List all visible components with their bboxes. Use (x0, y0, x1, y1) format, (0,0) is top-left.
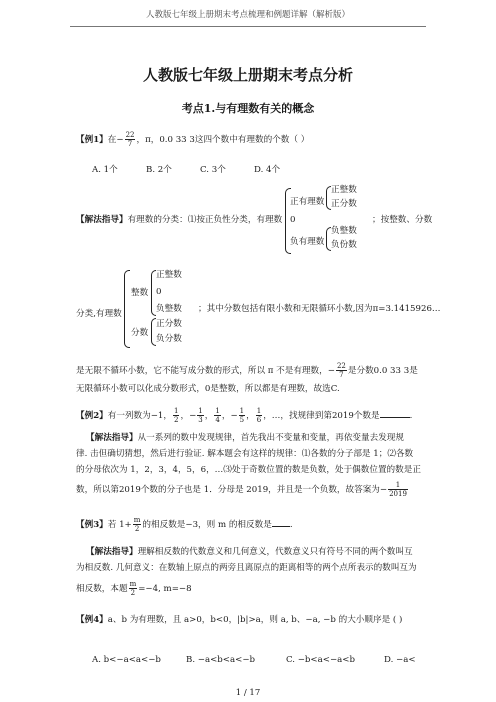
sequence-term-4 (230, 407, 246, 424)
fraction (173, 407, 179, 424)
section-heading: 考点1.与有理数有关的概念 (181, 102, 315, 115)
fraction-numerator: 22 (336, 362, 346, 370)
fraction-denominator: 2019 (389, 490, 407, 498)
guide-3-line-3 (76, 580, 192, 597)
guide-1-line-5 (76, 362, 418, 379)
tree-negative-integer: 负整数 (331, 226, 357, 236)
guide-3-line-1 (86, 546, 413, 558)
tree-negative-fraction: 负份数 (331, 240, 357, 250)
example-4-choice-c: C. −b<a<−a<b (286, 655, 355, 665)
sequence-term-3 (213, 407, 221, 424)
fraction-numerator: 1 (388, 481, 408, 490)
fraction (129, 580, 138, 597)
example-2-end: . (409, 411, 413, 421)
tree-zero: 0 (290, 215, 296, 225)
example-4-question (76, 614, 402, 626)
guide-2-label: 【解法指导】 (86, 433, 138, 443)
fraction-denominator: 7 (127, 140, 133, 148)
guide-3-label: 【解法指导】 (86, 547, 138, 557)
tree-positive-fraction: 正分数 (156, 319, 182, 329)
guide-1-text-5b: 是分数0.0 33 3是 (347, 366, 418, 376)
guide-2-text: 从一系列的数中发现规律，首先我出不变量和变量，再依变量去发现规 (137, 433, 404, 443)
example-1-pre: 在− (107, 135, 124, 145)
example-4-choice-a: A. b<−a<a<−b (92, 655, 161, 665)
fraction (197, 407, 203, 424)
guide-1-line-1 (76, 214, 282, 226)
guide-1-text-2: ；按整数、分数 (372, 215, 433, 225)
guide-2-line-4 (76, 481, 409, 498)
tree-negative-fraction: 负分数 (156, 334, 182, 344)
fraction (336, 362, 347, 379)
fraction-denominator: 2 (174, 416, 179, 424)
guide-1-text-4: ；其中分数包括有限小数和无限循环小数,因为π=3.1415926… (198, 304, 441, 314)
sequence-term-1 (172, 407, 180, 424)
tree-positive-fraction: 正分数 (331, 199, 357, 209)
example-4-choice-d: D. −a< (384, 655, 416, 665)
tree-positive-integer: 正整数 (156, 270, 182, 280)
example-3-post: 的相反数是−3，则 m 的相反数是 (142, 520, 272, 530)
tree-positive-integer: 正整数 (331, 185, 357, 195)
fraction-numerator: 1 (198, 407, 203, 415)
fraction (239, 407, 245, 424)
example-4-label: 【例4】 (76, 615, 108, 625)
guide-2-text-4: 数，所以第2019个数的分子也是 1．分母是 2019，并且是一个负数，故答案为− (76, 485, 388, 495)
term-sign: − (230, 411, 238, 421)
sequence-term-2 (189, 407, 205, 424)
fraction-denominator: 7 (339, 371, 344, 379)
example-1-post: 这四个数中有理数的个数（ ） (194, 135, 310, 145)
example-2-question: 【例2】有一列数为−1， $\frac{1}{2}$ ，− $\frac{1}{3}$ ， $\frac{1}{4}$ ，− $\frac{1}{5}$ ， $\frac{1}{6}$ ，…，找规律到第2019个数是 . (76, 407, 413, 424)
fraction-numerator: 1 (239, 407, 245, 415)
fraction-denominator: 2 (134, 525, 140, 533)
tree-negative-rational: 负有理数 (290, 237, 325, 247)
page-header: 人教版七年级上册期末考点梳理和例题详解（解析版） (145, 10, 350, 20)
guide-1-text-5a: 是无限不循环小数，它不能写成分数的形式，所以 π 不是有理数，− (76, 366, 335, 376)
tree-zero: 0 (156, 287, 162, 297)
example-1-choice-c: C. 3个 (200, 165, 226, 175)
guide-1-text-3: 分类,有理数 (76, 309, 122, 319)
example-1-choice-a: A. 1个 (92, 165, 118, 175)
example-2-tail: ，…，找规律到第2019个数是 (263, 411, 380, 421)
guide-2-line-1 (86, 432, 404, 444)
guide-3-text: 理解相反数的代数意义和几何意义，代数意义只有符号不同的两个数叫互 (137, 547, 413, 557)
guide-3-line-2: 为相反数. 几何意义：在数轴上原点的两旁且离原点的距离相等的两个点所表示的数叫互为 (76, 563, 417, 573)
guide-2-line-2: 律. 击但确切猜想，然后进行验证. 解本题会有这样的规律：⑴各数的分子部是 1；⑵各数 (76, 449, 414, 459)
fraction-numerator: 22 (125, 131, 135, 139)
fraction-denominator: 5 (239, 416, 245, 424)
sequence-term-5 (255, 407, 263, 424)
example-1-question (76, 131, 309, 148)
guide-1-line-6: 无限循环小数可以化成分数形式，0是整数，所以都是有理数，故选C. (76, 384, 340, 394)
header-rule (70, 26, 426, 27)
guide-1-text: 有理数的分类：⑴按正负性分类，有理数 (127, 215, 283, 225)
guide-3-text-3a: 相反数，本题 (76, 584, 128, 594)
fraction (388, 481, 408, 498)
fraction-denominator: 6 (256, 416, 262, 424)
fraction-numerator: 1 (256, 407, 262, 415)
tree-negative-integer: 负整数 (156, 304, 182, 314)
tree-fraction: 分数 (131, 328, 149, 338)
example-2-text: 有一列数为−1， (107, 411, 172, 421)
example-4-text: a、b 为有理数，且 a>0，b<0，|b|>a，则 a, b、−a, −b 的大小顺序是 ( ) (107, 615, 403, 625)
fraction (214, 407, 220, 424)
fraction-numerator: 1 (215, 407, 220, 415)
example-3-label: 【例3】 (76, 520, 108, 530)
fraction-numerator: 1 (174, 407, 179, 415)
page-number: 1 / 17 (235, 688, 261, 698)
example-4-choice-b: B. −a<b<a<−b (186, 655, 256, 665)
tree-integer: 整数 (131, 288, 149, 298)
guide-3-text-3b: =−4, m=−8 (138, 584, 192, 594)
example-3-pre: 若 1+ (107, 520, 132, 530)
answer-blank (272, 518, 290, 527)
fraction (256, 407, 262, 424)
example-3-question (76, 516, 293, 533)
example-1-mid: ，π，0.0 33 3 (136, 135, 195, 145)
fraction-denominator: 3 (198, 416, 203, 424)
fraction-denominator: 2 (130, 589, 136, 597)
fraction-numerator: m (133, 516, 141, 524)
document-title: 人教版七年级上册期末考点分析 (142, 66, 353, 84)
example-1-choice-d: D. 4个 (254, 165, 281, 175)
example-2-label: 【例2】 (76, 411, 108, 421)
example-1-choice-b: B. 2个 (146, 165, 172, 175)
fraction (133, 516, 142, 533)
fraction (125, 131, 136, 148)
term-sign: − (189, 411, 197, 421)
tree-positive-rational: 正有理数 (290, 197, 325, 207)
example-3-end: . (289, 520, 293, 530)
answer-blank (380, 409, 410, 418)
example-1-label: 【例1】 (76, 135, 108, 145)
guide-2-line-3: 的分母依次为 1，2，3，4，5，6，…⑶处于奇数位置的数是负数，处于偶数位置的数是正 (76, 465, 421, 475)
classification-brace (124, 270, 130, 348)
guide-1-label: 【解法指导】 (76, 215, 128, 225)
fraction-denominator: 4 (215, 416, 220, 424)
fraction-numerator: m (129, 580, 137, 588)
